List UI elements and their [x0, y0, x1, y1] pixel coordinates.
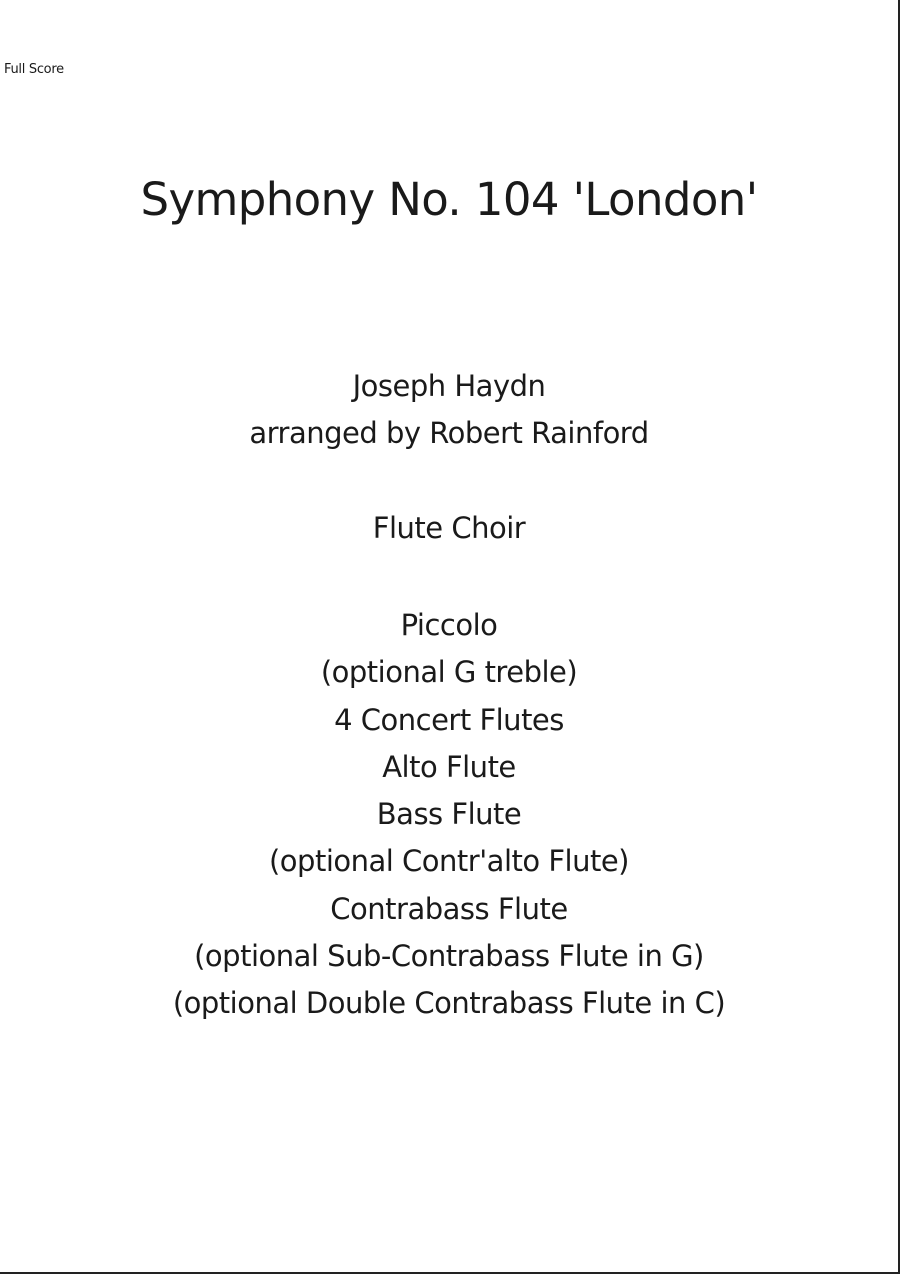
instrument-list	[0, 602, 898, 1028]
full-score-label: Full Score	[4, 62, 64, 77]
instrument-item: Bass Flute	[376, 797, 522, 832]
instrument-item: (optional Double Contrabass Flute in C)	[172, 986, 726, 1021]
page-title: Symphony No. 104 'London'	[140, 173, 758, 226]
instrument-item: Alto Flute	[382, 749, 516, 784]
instrument-item: Contrabass Flute	[330, 891, 568, 926]
ensemble-name: Flute Choir	[372, 511, 526, 545]
instrument-item: (optional Sub-Contrabass Flute in G)	[194, 939, 704, 974]
arranger-credit: arranged by Robert Rainford	[249, 416, 649, 450]
instrument-item: Piccolo	[400, 608, 498, 642]
instrument-item: (optional G treble)	[320, 655, 578, 690]
instrument-item: (optional Contr'alto Flute)	[268, 844, 629, 879]
composer-name: Joseph Haydn	[352, 369, 546, 403]
instrument-item: 4 Concert Flutes	[334, 702, 564, 737]
